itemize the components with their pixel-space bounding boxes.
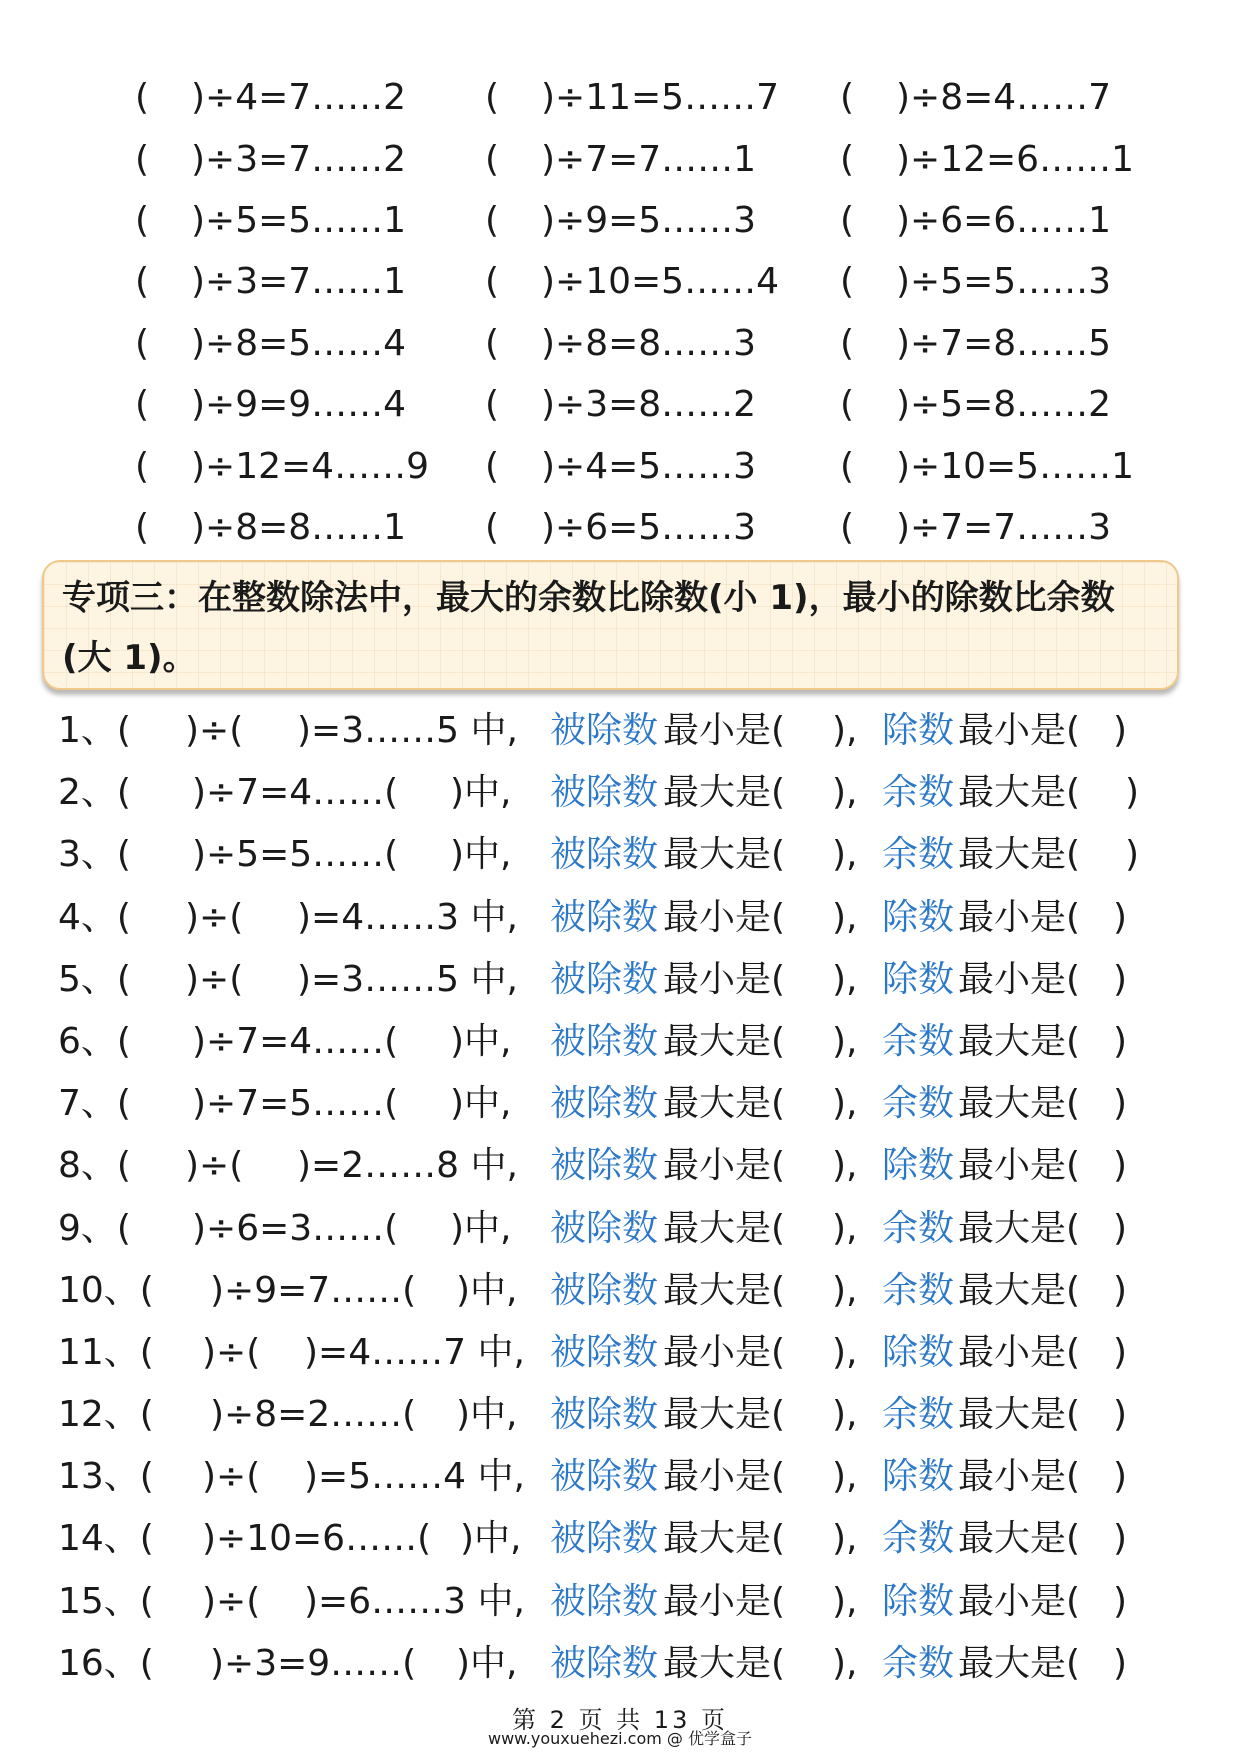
- question-clause: 最小是(: [663, 896, 786, 938]
- blank-paren: (: [135, 261, 150, 303]
- question-tail: )中,: [450, 1020, 512, 1062]
- term-dividend: 被除数: [550, 1580, 659, 1622]
- question-end: ): [1125, 834, 1140, 876]
- grid-row: [0, 313, 1240, 374]
- grid-cell: [135, 374, 406, 435]
- question-end: ): [1113, 1145, 1128, 1187]
- grid-expression: )÷8=4……7: [896, 77, 1112, 119]
- question-tail: )=4……3 中,: [297, 896, 518, 938]
- grid-row: [0, 128, 1240, 189]
- question-clause: 最大是(: [663, 1394, 786, 1436]
- question-clause: 最小是(: [958, 896, 1081, 938]
- question-clause: 最大是(: [958, 1020, 1081, 1062]
- question-clause: 最大是(: [663, 1518, 786, 1560]
- question-clause: 最小是(: [958, 1580, 1081, 1622]
- grid-cell: [135, 313, 406, 374]
- question-clause: 最大是(: [663, 1020, 786, 1062]
- grid-cell: [135, 190, 406, 251]
- blank-paren: (: [840, 322, 855, 364]
- grid-cell: [840, 497, 1111, 558]
- grid-expression: )÷3=7……2: [191, 138, 407, 180]
- grid-cell: [840, 313, 1111, 374]
- question-number: 11、(: [58, 1331, 154, 1373]
- question-equation: )÷9=7……(: [210, 1269, 417, 1311]
- question-end: ): [1113, 1456, 1128, 1498]
- question-clause: 最大是(: [958, 1083, 1081, 1125]
- question-equation: )÷8=2……(: [210, 1394, 417, 1436]
- question-separator: ),: [832, 1580, 858, 1622]
- blank-paren: (: [485, 384, 500, 426]
- question-clause: 最小是(: [663, 1580, 786, 1622]
- term-divisor-or-remainder: 余数: [882, 1269, 955, 1311]
- grid-expression: )÷12=4……9: [191, 445, 429, 487]
- grid-expression: )÷7=7……3: [896, 506, 1112, 548]
- question-separator: ),: [832, 1518, 858, 1560]
- term-dividend: 被除数: [550, 896, 659, 938]
- division-grid: [0, 67, 1240, 558]
- question-number: 12、(: [58, 1394, 154, 1436]
- blank-paren: (: [485, 138, 500, 180]
- grid-cell: [840, 190, 1111, 251]
- term-divisor-or-remainder: 余数: [882, 1518, 955, 1560]
- grid-expression: )÷10=5……4: [541, 261, 779, 303]
- grid-expression: )÷7=8……5: [896, 322, 1112, 364]
- blank-paren: (: [485, 199, 500, 241]
- question-end: ): [1113, 1580, 1128, 1622]
- grid-expression: )÷8=5……4: [191, 322, 407, 364]
- question-clause: 最大是(: [663, 1083, 786, 1125]
- grid-cell: [485, 67, 779, 128]
- question-number: 3、(: [58, 834, 131, 876]
- question-clause: 最大是(: [958, 772, 1081, 814]
- grid-expression: )÷5=5……3: [896, 261, 1112, 303]
- question-row: [0, 1073, 1240, 1135]
- question-separator: ),: [832, 1394, 858, 1436]
- question-tail: )中,: [456, 1394, 518, 1436]
- question-row: [0, 1508, 1240, 1570]
- grid-expression: )÷8=8……3: [541, 322, 757, 364]
- term-dividend: 被除数: [550, 958, 659, 1000]
- question-separator: ),: [832, 1145, 858, 1187]
- section-banner: [42, 560, 1179, 690]
- question-separator: ),: [832, 1642, 858, 1684]
- question-row: [0, 1384, 1240, 1446]
- question-equation: )÷6=3……(: [192, 1207, 399, 1249]
- grid-cell: [840, 251, 1111, 312]
- grid-expression: )÷8=8……1: [191, 506, 407, 548]
- question-tail: )中,: [460, 1518, 522, 1560]
- question-row: [0, 700, 1240, 762]
- question-separator: ),: [832, 1020, 858, 1062]
- question-end: ): [1125, 772, 1140, 814]
- question-end: ): [1113, 1642, 1128, 1684]
- term-divisor-or-remainder: 余数: [882, 1207, 955, 1249]
- question-clause: 最小是(: [958, 1145, 1081, 1187]
- blank-paren: (: [485, 445, 500, 487]
- blank-paren: (: [840, 384, 855, 426]
- term-divisor-or-remainder: 除数: [882, 1580, 955, 1622]
- blank-paren: (: [485, 77, 500, 119]
- question-end: ): [1113, 1207, 1128, 1249]
- term-divisor-or-remainder: 余数: [882, 1020, 955, 1062]
- blank-paren: (: [485, 261, 500, 303]
- grid-expression: )÷6=5……3: [541, 506, 757, 548]
- grid-cell: [485, 128, 756, 189]
- grid-cell: [840, 128, 1134, 189]
- question-separator: ),: [832, 834, 858, 876]
- term-divisor-or-remainder: 除数: [882, 896, 955, 938]
- grid-cell: [135, 67, 406, 128]
- grid-row: [0, 435, 1240, 496]
- grid-expression: )÷11=5……7: [541, 77, 779, 119]
- question-number: 8、(: [58, 1145, 131, 1187]
- term-divisor-or-remainder: 余数: [882, 1394, 955, 1436]
- question-clause: 最小是(: [958, 710, 1081, 751]
- question-equation: )÷7=5……(: [192, 1083, 399, 1125]
- question-list: [0, 700, 1240, 1695]
- grid-cell: [840, 67, 1111, 128]
- grid-row: [0, 497, 1240, 558]
- blank-paren: (: [135, 506, 150, 548]
- question-end: ): [1113, 1020, 1128, 1062]
- question-equation: )÷(: [185, 896, 244, 938]
- question-end: ): [1113, 1394, 1128, 1436]
- grid-expression: )÷9=5……3: [541, 199, 757, 241]
- question-clause: 最大是(: [663, 1207, 786, 1249]
- question-number: 6、(: [58, 1020, 131, 1062]
- term-dividend: 被除数: [550, 710, 659, 751]
- question-row: [0, 762, 1240, 824]
- term-dividend: 被除数: [550, 1020, 659, 1062]
- question-clause: 最小是(: [663, 1145, 786, 1187]
- grid-expression: )÷9=9……4: [191, 384, 407, 426]
- grid-cell: [485, 251, 779, 312]
- term-divisor-or-remainder: 除数: [882, 958, 955, 1000]
- blank-paren: (: [840, 506, 855, 548]
- question-clause: 最大是(: [958, 1207, 1081, 1249]
- section-title: 专项三：在整数除法中，最大的余数比除数(小 1)，最小的除数比余数(大 1)。: [62, 578, 1115, 678]
- question-separator: ),: [832, 1456, 858, 1498]
- question-equation: )÷10=6……(: [202, 1518, 432, 1560]
- question-row: [0, 1322, 1240, 1384]
- question-end: ): [1113, 710, 1128, 751]
- question-number: 9、(: [58, 1207, 131, 1249]
- grid-cell: [485, 435, 756, 496]
- question-equation: )÷(: [202, 1456, 261, 1498]
- question-number: 15、(: [58, 1580, 154, 1622]
- grid-row: [0, 374, 1240, 435]
- question-end: ): [1113, 958, 1128, 1000]
- question-tail: )中,: [450, 772, 512, 814]
- blank-paren: (: [840, 199, 855, 241]
- grid-expression: )÷3=7……1: [191, 261, 407, 303]
- question-row: [0, 1571, 1240, 1633]
- grid-expression: )÷12=6……1: [896, 138, 1134, 180]
- question-tail: )=3……5 中,: [297, 958, 518, 1000]
- term-divisor-or-remainder: 余数: [882, 1083, 955, 1125]
- grid-expression: )÷4=7……2: [191, 77, 407, 119]
- page-number: 第 2 页 共 13 页: [512, 1706, 728, 1734]
- grid-cell: [135, 128, 406, 189]
- grid-row: [0, 251, 1240, 312]
- grid-expression: )÷3=8……2: [541, 384, 757, 426]
- question-row: [0, 1011, 1240, 1073]
- question-clause: 最大是(: [958, 1642, 1081, 1684]
- question-separator: ),: [832, 772, 858, 814]
- question-clause: 最大是(: [958, 1394, 1081, 1436]
- grid-cell: [840, 435, 1134, 496]
- question-equation: )÷(: [185, 710, 244, 751]
- term-dividend: 被除数: [550, 1642, 659, 1684]
- question-row: [0, 824, 1240, 886]
- question-row: [0, 1198, 1240, 1260]
- term-divisor-or-remainder: 除数: [882, 1145, 955, 1187]
- question-equation: )÷7=4……(: [192, 772, 399, 814]
- blank-paren: (: [485, 506, 500, 548]
- question-end: ): [1113, 1083, 1128, 1125]
- term-divisor-or-remainder: 除数: [882, 710, 955, 751]
- grid-expression: )÷5=5……1: [191, 199, 407, 241]
- question-clause: 最小是(: [958, 958, 1081, 1000]
- grid-expression: )÷4=5……3: [541, 445, 757, 487]
- question-equation: )÷(: [202, 1580, 261, 1622]
- question-separator: ),: [832, 1207, 858, 1249]
- grid-cell: [485, 497, 756, 558]
- question-clause: 最大是(: [663, 1642, 786, 1684]
- term-dividend: 被除数: [550, 1518, 659, 1560]
- blank-paren: (: [840, 77, 855, 119]
- term-dividend: 被除数: [550, 1456, 659, 1498]
- grid-cell: [135, 497, 406, 558]
- question-separator: ),: [832, 710, 858, 751]
- blank-paren: (: [135, 322, 150, 364]
- grid-expression: )÷5=8……2: [896, 384, 1112, 426]
- term-divisor-or-remainder: 余数: [882, 834, 955, 876]
- question-number: 10、(: [58, 1269, 154, 1311]
- question-number: 2、(: [58, 772, 131, 814]
- blank-paren: (: [135, 445, 150, 487]
- question-row: [0, 1633, 1240, 1695]
- question-number: 16、(: [58, 1642, 154, 1684]
- grid-row: [0, 67, 1240, 128]
- question-separator: ),: [832, 896, 858, 938]
- question-number: 13、(: [58, 1456, 154, 1498]
- question-number: 1、(: [58, 710, 131, 751]
- question-end: ): [1113, 896, 1128, 938]
- grid-expression: )÷6=6……1: [896, 199, 1112, 241]
- question-equation: )÷(: [185, 958, 244, 1000]
- grid-cell: [485, 374, 756, 435]
- term-dividend: 被除数: [550, 834, 659, 876]
- blank-paren: (: [135, 77, 150, 119]
- blank-paren: (: [840, 261, 855, 303]
- question-equation: )÷(: [185, 1145, 244, 1187]
- blank-paren: (: [135, 384, 150, 426]
- question-clause: 最大是(: [663, 1269, 786, 1311]
- grid-row: [0, 190, 1240, 251]
- question-row: [0, 887, 1240, 949]
- question-tail: )中,: [450, 1207, 512, 1249]
- question-tail: )=2……8 中,: [297, 1145, 518, 1187]
- question-tail: )=5……4 中,: [304, 1456, 525, 1498]
- blank-paren: (: [135, 199, 150, 241]
- grid-expression: )÷7=7……1: [541, 138, 757, 180]
- grid-cell: [135, 251, 406, 312]
- question-clause: 最小是(: [663, 958, 786, 1000]
- question-separator: ),: [832, 1083, 858, 1125]
- question-separator: ),: [832, 1331, 858, 1373]
- blank-paren: (: [840, 445, 855, 487]
- grid-cell: [485, 190, 756, 251]
- term-dividend: 被除数: [550, 1394, 659, 1436]
- question-clause: 最小是(: [663, 710, 786, 751]
- question-clause: 最大是(: [958, 1518, 1081, 1560]
- question-row: [0, 1446, 1240, 1508]
- term-dividend: 被除数: [550, 1331, 659, 1373]
- term-dividend: 被除数: [550, 1207, 659, 1249]
- term-divisor-or-remainder: 余数: [882, 772, 955, 814]
- question-row: [0, 1260, 1240, 1322]
- term-dividend: 被除数: [550, 1269, 659, 1311]
- question-clause: 最小是(: [958, 1331, 1081, 1373]
- grid-cell: [840, 374, 1111, 435]
- question-clause: 最小是(: [663, 1456, 786, 1498]
- question-clause: 最小是(: [663, 1331, 786, 1373]
- question-clause: 最大是(: [663, 772, 786, 814]
- question-clause: 最大是(: [663, 834, 786, 876]
- grid-cell: [135, 435, 429, 496]
- question-tail: )=4……7 中,: [304, 1331, 525, 1373]
- question-tail: )=6……3 中,: [304, 1580, 525, 1622]
- question-equation: )÷3=9……(: [210, 1642, 417, 1684]
- question-row: [0, 1135, 1240, 1197]
- question-tail: )=3……5 中,: [297, 710, 518, 751]
- question-equation: )÷(: [202, 1331, 261, 1373]
- term-divisor-or-remainder: 余数: [882, 1642, 955, 1684]
- question-equation: )÷7=4……(: [192, 1020, 399, 1062]
- blank-paren: (: [485, 322, 500, 364]
- blank-paren: (: [135, 138, 150, 180]
- question-separator: ),: [832, 1269, 858, 1311]
- question-tail: )中,: [450, 834, 512, 876]
- blank-paren: (: [840, 138, 855, 180]
- grid-cell: [485, 313, 756, 374]
- term-dividend: 被除数: [550, 772, 659, 814]
- question-clause: 最大是(: [958, 834, 1081, 876]
- term-divisor-or-remainder: 除数: [882, 1331, 955, 1373]
- question-clause: 最大是(: [958, 1269, 1081, 1311]
- question-tail: )中,: [450, 1083, 512, 1125]
- watermark: www.youxuehezi.com @ 优学盒子: [488, 1729, 752, 1748]
- term-dividend: 被除数: [550, 1145, 659, 1187]
- question-end: ): [1113, 1518, 1128, 1560]
- question-number: 14、(: [58, 1518, 154, 1560]
- question-end: ): [1113, 1331, 1128, 1373]
- question-end: ): [1113, 1269, 1128, 1311]
- question-row: [0, 949, 1240, 1011]
- grid-expression: )÷10=5……1: [896, 445, 1134, 487]
- question-equation: )÷5=5……(: [192, 834, 399, 876]
- question-clause: 最小是(: [958, 1456, 1081, 1498]
- question-tail: )中,: [456, 1642, 518, 1684]
- question-tail: )中,: [456, 1269, 518, 1311]
- term-divisor-or-remainder: 除数: [882, 1456, 955, 1498]
- question-number: 4、(: [58, 896, 131, 938]
- question-number: 7、(: [58, 1083, 131, 1125]
- question-separator: ),: [832, 958, 858, 1000]
- term-dividend: 被除数: [550, 1083, 659, 1125]
- question-number: 5、(: [58, 958, 131, 1000]
